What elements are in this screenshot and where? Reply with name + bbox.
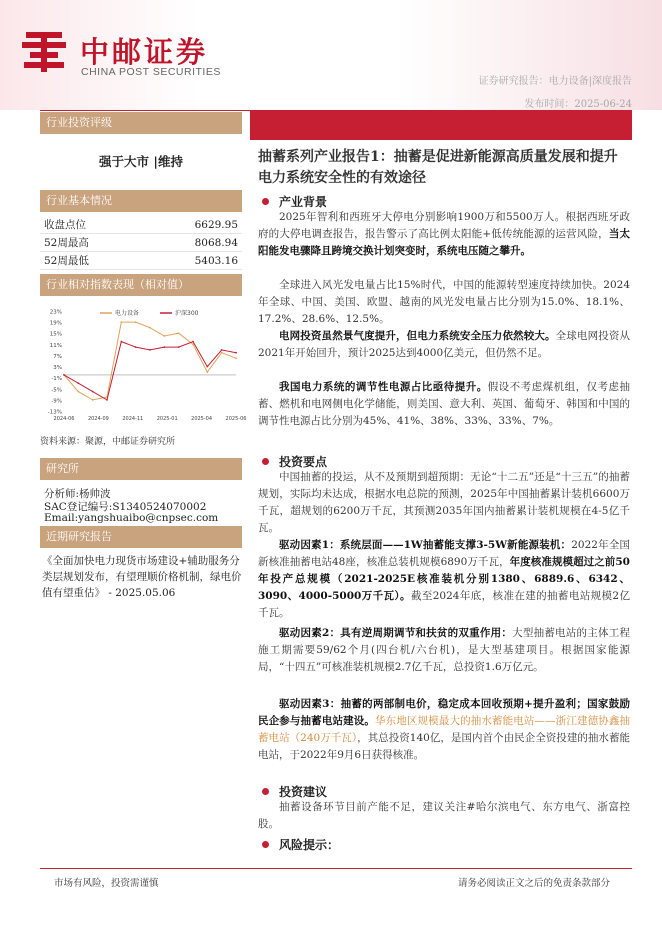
report-title: 抽蓄系列产业报告1：抽蓄是促进新能源高质量发展和提升电力系统安全性的有效途径 [258,149,618,186]
paragraph-text: 假设不考虑煤机组，仅考虑抽蓄、燃机和电网侧电化学储能，则美国、意大利、英国、葡萄牙、韩国和中国的调节性电源占比分别为45%、41%、38%、33%、33%、7%。 [258,381,631,427]
data-point [178,346,180,348]
data-point [221,352,223,354]
recent-report-link[interactable]: 《全面加快电力现货市场建设+辅助服务分类层规划发布，有望理顺价格机制，绿电价值有望重估》 - 2025.05.06 [42,555,242,599]
section-rating: 行业投资评级 [40,112,242,134]
data-point [206,371,208,373]
paragraph-text: 截至2024年底，核准在建的抽蓄电站规模2亿千瓦。 [258,590,630,619]
bullet-icon [262,458,269,465]
logo-english-name: CHINA POST SECURITIES [81,66,221,78]
bullet-icon [262,788,269,795]
y-tick-label: -5% [51,387,62,394]
data-point [77,382,79,384]
data-point [178,332,180,334]
china-post-logo-icon [20,28,68,76]
analyst-sac: SAC登记编号:S1340524070002 [44,501,207,513]
data-point [120,341,122,343]
paragraph-bold: 驱动因素2：具有逆周期调节和扶贫的双重作用： [279,627,513,639]
basics-row [40,252,242,270]
bullet-icon [262,198,269,205]
series-line [64,322,236,400]
x-tick-label: 2025-06 [225,416,247,422]
data-point [92,391,94,393]
y-tick-label: 15% [49,331,62,338]
heading-industry-background [262,193,327,210]
paragraph-bold: 当太阳能发电骤降且跨境交换计划突变时，系统电压随之攀升。 [258,228,631,257]
data-point [106,399,108,401]
paragraph-text: 大型抽蓄电站的主体工程施工期需要59/62个月(四台机/六台机)，是大型基建项目。根据国家能源局，“十四五”可核准装机规模2.7亿千瓦，总投资1.6万亿元。 [258,627,630,673]
paragraph-text: 2022年全国新核准抽蓄电站48座，核准总装机规模6890万千瓦， [258,539,630,568]
x-tick-label: 2025-04 [191,416,213,422]
data-point [135,321,137,323]
data-point [135,346,137,348]
basics-label: 收盘点位 [44,219,86,231]
publish-date: 发布时间：2025-06-24 [524,99,632,110]
paragraph-text: ，其总投资140亿，是国内首个由民企全资投建的抽水蓄能电站，于2022年9月6日获得核准。 [258,732,630,761]
y-tick-label: -13% [47,409,62,416]
data-point [120,321,122,323]
data-point [235,352,237,354]
y-tick-label: -1% [51,376,62,383]
paragraph [258,469,630,537]
industry-rating: 强于大市 |维持 [99,154,183,169]
paragraph-bold: 年度核准规模超过之前50年投产总规模（2021-2025E核准装机分别1380、6889.6、6342、3090、4000-5000万千瓦）。 [258,556,630,602]
data-point [163,346,165,348]
legend-label: 沪深300 [175,310,199,317]
data-point [63,374,65,376]
analyst-name: 分析师:杨帅波 [44,488,111,500]
performance-chart [40,303,247,423]
x-tick-label: 2024-06 [53,416,75,422]
title-band [250,110,632,140]
basics-value: 5403.16 [194,254,238,267]
logo-chinese-name: 中邮证券 [80,35,209,69]
x-tick-label: 2024-09 [87,416,109,422]
y-tick-label: 3% [53,365,62,372]
section-research: 研究所 [40,458,242,480]
paragraph [258,209,630,260]
basics-row [40,216,242,234]
footer-disclaimer: 请务必阅读正文之后的免责条款部分 [457,878,610,889]
paragraph-text: 全球电网投资从2021年开始回升，预计2025达到4000亿美元，但仍然不足。 [258,330,630,359]
chart-source: 资料来源：聚源，中邮证券研究所 [40,437,176,447]
analyst-email[interactable]: Email:yangshuaibo@cnpsec.com [44,512,219,524]
paragraph [258,537,630,622]
paragraph [258,625,630,676]
paragraph-text: 全球进入风光发电量占比15%时代，中国的能源转型速度持续加快。2024年全球、中国、美国、欧盟、越南的风光发电量占比分别为15.0%、18.1%、17.2%、28.6%、12.5%。 [258,279,630,325]
data-point [163,335,165,337]
data-point [206,366,208,368]
paragraph-bold: 我国电力系统的调节性电源占比亟待提升。 [279,381,488,393]
y-tick-label: 23% [49,309,62,316]
section-performance: 行业相对指数表现（相对值） [40,274,242,296]
paragraph [258,277,630,328]
heading-investment-advice [262,783,327,800]
data-point [92,399,94,401]
section-basics: 行业基本情况 [40,190,242,212]
data-point [221,349,223,351]
legend-label: 电力设备 [115,310,140,317]
paragraph-highlight: 华东地区规模最大的抽水蓄能电站——浙江建德协鑫抽蓄电站（240万千瓦） [258,715,630,744]
x-tick-label: 2025-01 [156,416,178,422]
heading-risk-warning [262,836,339,853]
paragraph [258,696,630,764]
paragraph-text: 抽蓄设备环节目前产能不足，建议关注#哈尔滨电气、东方电气、浙富控股。 [258,801,630,830]
paragraph [258,379,630,430]
y-tick-label: 11% [49,342,62,349]
data-point [77,391,79,393]
footer-divider [40,868,632,869]
paragraph-bold: 驱动因素1：系统层面——1W抽蓄能支撑3-5W新能源装机： [279,539,572,551]
section-recent-reports: 近期研究报告 [40,526,242,548]
x-tick-label: 2024-11 [122,416,144,422]
heading-text: 投资要点 [279,455,328,469]
y-tick-label: 7% [53,353,62,360]
basics-label: 52周最低 [44,255,89,267]
data-point [149,327,151,329]
paragraph-bold: 驱动因素3：抽蓄的两部制电价，稳定成本回收预期+提升盈利；国家鼓励民企参与抽蓄电站建设。 [258,698,630,727]
data-point [192,341,194,343]
y-tick-label: -9% [51,398,62,405]
basics-row [40,234,242,252]
heading-text: 风险提示： [279,838,340,852]
report-type: 证券研究报告：电力设备|深度报告 [478,76,632,87]
paragraph-text: 2025年智利和西班牙大停电分别影响1900万和5500万人。根据西班牙政府的大停电调查报告，报告警示了高比例太阳能+低传统能源的运营风险， [258,211,630,240]
footer-risk-note: 市场有风险，投资需谨慎 [54,878,159,889]
basics-value: 8068.94 [194,236,238,249]
basics-value: 6629.95 [194,218,238,231]
basics-label: 52周最高 [44,237,89,249]
data-point [149,349,151,351]
heading-text: 投资建议 [279,785,328,799]
paragraph [258,799,630,833]
data-point [235,357,237,359]
bullet-icon [262,841,269,848]
paragraph-bold: 电网投资虽然景气度提升，但电力系统安全压力依然较大。 [279,330,556,342]
y-tick-label: 19% [49,320,62,327]
paragraph-text: 中国抽蓄的投运，从不及预期到超预期：无论“十二五”还是“十三五”的抽蓄规划，实际均未达成，根据水电总院的预测，2025年中国抽蓄累计装机6600万千瓦，超规划的6200万千瓦，其预测2035年国内抽蓄累计装机规模在4-5亿千瓦。 [258,471,630,534]
paragraph [258,328,630,362]
heading-investment-points [262,453,327,470]
heading-text: 产业背景 [279,195,328,209]
